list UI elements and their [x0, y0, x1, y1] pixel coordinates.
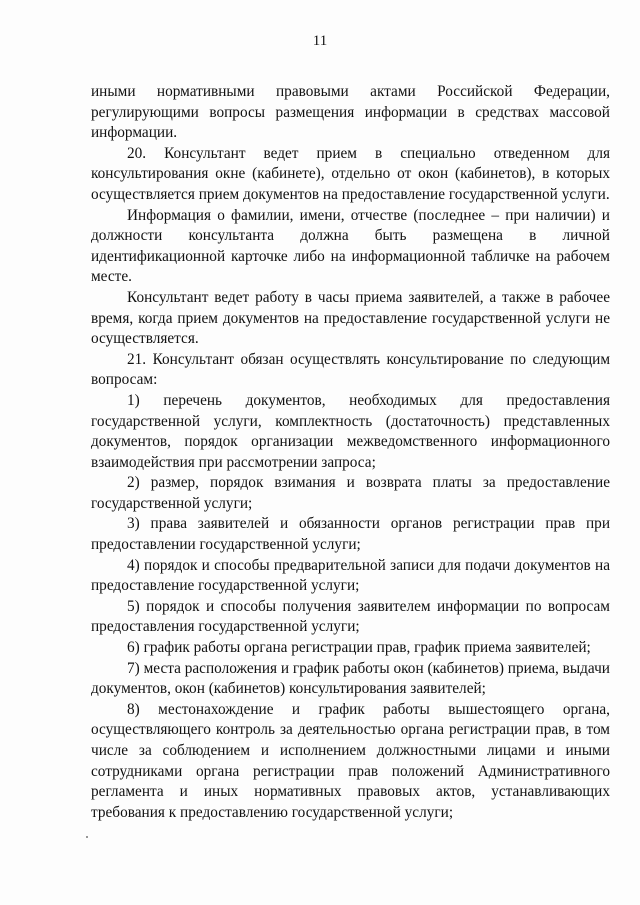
paragraph-consultant-hours: Консультант ведет работу в часы приема заявителей, а также в рабочее время, когда прием документов на предоставление государственной услуги не осуществляется. — [91, 288, 610, 348]
paragraph-item-21: 21. Консультант обязан осуществлять консультирование по следующим вопросам: — [91, 350, 610, 389]
list-item-1: 1) перечень документов, необходимых для предоставления государственной услуги, комплектность (достаточность) представленных документов, порядок организации межведомственного информационного взаимодействия при рассмотрении запроса; — [91, 391, 610, 471]
paragraph-consultant-info: Информация о фамилии, имени, отчестве (последнее – при наличии) и должности консультанта должна быть размещена в личной идентификационной карточке либо на информационной табличке на рабочем месте. — [91, 206, 610, 286]
paragraph-item-20: 20. Консультант ведет прием в специально отведенном для консультирования окне (кабинете), отдельно от окон (кабинетов), в которых осуществляется прием документов на предоставление государственной услуги. — [91, 144, 610, 203]
scan-speck — [86, 836, 88, 838]
list-item-5: 5) порядок и способы получения заявителем информации по вопросам предоставления государственной услуги; — [91, 597, 610, 636]
list-item-8: 8) местонахождение и график работы вышестоящего органа, осуществляющего контроль за деятельностью органа регистрации прав, в том числе за соблюдением и исполнением должностными лицами и иными сотрудниками органа регистрации прав положений Административного регламента и иных нормативных правовых актов, устанавливающих требования к предоставлению государственной услуги; — [91, 700, 610, 821]
list-item-6: 6) график работы органа регистрации прав, график приема заявителей; — [127, 639, 591, 657]
document-body — [91, 82, 610, 823]
paragraph-continuation: иными нормативными правовыми актами Российской Федерации, регулирующими вопросы размещения информации в средствах массовой информации. — [91, 83, 610, 142]
list-item-3: 3) права заявителей и обязанности органов регистрации прав при предоставлении государственной услуги; — [91, 515, 610, 554]
list-item-2: 2) размер, порядок взимания и возврата платы за предоставление государственной услуги; — [91, 474, 610, 512]
list-item-7: 7) места расположения и график работы окон (кабинетов) приема, выдачи документов, окон (кабинетов) консультирования заявителей; — [91, 659, 610, 698]
page-number: 11 — [312, 33, 328, 49]
list-item-4: 4) порядок и способы предварительной записи для подачи документов на предоставление государственной услуги; — [91, 556, 610, 595]
